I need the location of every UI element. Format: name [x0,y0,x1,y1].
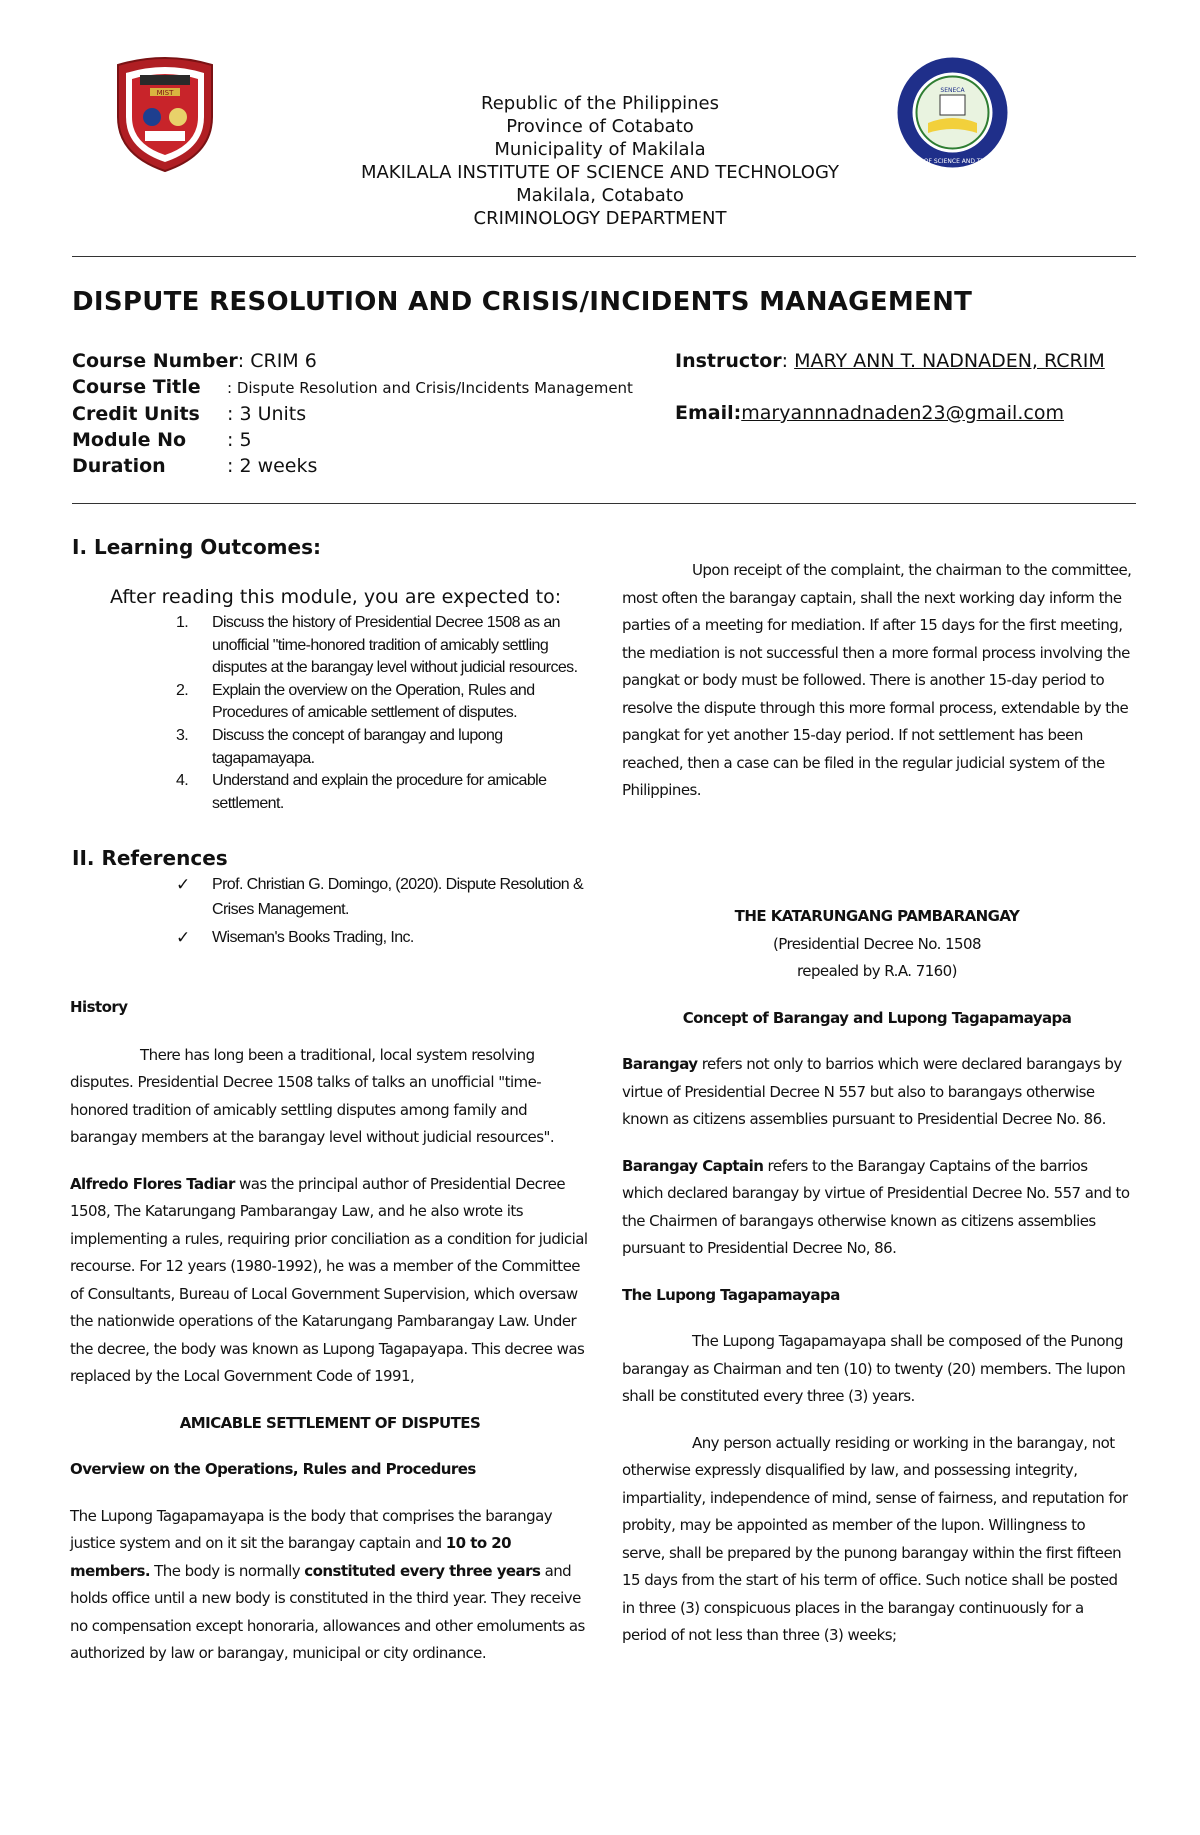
header-line-republic: Republic of the Philippines [481,93,719,114]
barangay-definition: Barangay refers not only to barrios which were declared barangays by virtue of Presidential Decree N 557 but also to barangays otherwise known as citizens assemblies pursuant to Presidential Decree No. 86. [622,1055,1122,1128]
email-link[interactable]: maryannnadnaden23@gmail.com [741,402,1064,424]
pd-line-2: repealed by R.A. 7160) [797,962,957,980]
right-top-column [622,557,1132,824]
course-number-row [72,348,633,374]
overview-paragraph: The Lupong Tagapamayapa is the body that comprises the barangay justice system and on it sit the barangay captain and 10 to 20 members. The body is normally constituted every three years and holds office until a new body is constituted in the third year. They receive no compensation except honoraria, allowances and other emoluments as authorized by law or barangay, municipal or city ordinance. [70,1506,585,1662]
duration-row [72,453,633,479]
header-line-department: CRIMINOLOGY DEPARTMENT [473,208,727,229]
history-paragraph-2: Alfredo Flores Tadiar was the principal author of Presidential Decree 1508, The Katarungang Pambarangay Law, and he also wrote its implementing a rules, requiring prior conciliation as a condition for judicial recourse. For 12 years (1980-1992), he was a member of the Committee of Consultants, Bureau of Local Government Supervision, which oversaw the nationwide operations of the Katarungang Pambarangay Law. Under the decree, the body was known as Lupong Tagapayapa. This decree was replaced by the Local Government Code of 1991, [70,1174,588,1385]
concept-heading: Concept of Barangay and Lupong Tagapamayapa [682,1008,1072,1027]
header-line-institute: MAKILALA INSTITUTE OF SCIENCE AND TECHNOLOGY [360,162,840,183]
references-heading: II. References [72,846,228,870]
logo-left-text: MIST [156,89,174,97]
right-body-column [622,903,1132,1669]
pd-line-1: (Presidential Decree No. 1508 [772,934,982,953]
katarungang-heading: THE KATARUNGANG PAMBARANGAY [734,907,1020,925]
course-title-value: : Dispute Resolution and Crisis/Incidents Management [227,379,633,397]
info-divider [72,503,1136,504]
amicable-settlement-heading: AMICABLE SETTLEMENT OF DISPUTES [179,1413,481,1432]
module-no-label: Module No [72,429,187,451]
module-no-row [72,427,633,453]
author-name: Alfredo Flores Tadiar [70,1174,235,1193]
duration-label: Duration [72,455,166,477]
checkmark-icon: ✓ [176,928,190,947]
course-number-label: Course Number [72,350,238,372]
barangay-captain-definition: Barangay Captain refers to the Barangay Captains of the barrios which declared barangay by virtue of Presidential Decree No. 557 and to the Chairmen of barangays otherwise known as citizens assemblies pursuant to Presidential Decree No, 86. [622,1156,1130,1257]
instructor-info-block [675,348,1105,426]
duration-value: : 2 weeks [227,455,318,477]
instructor-colon: : [781,350,795,372]
learning-outcomes-heading: I. Learning Outcomes: [72,535,321,559]
instructor-row [675,348,1105,374]
learning-outcomes-intro: After reading this module, you are expected to: [110,586,562,608]
logo-right-center-text: SENECA [940,87,965,94]
lupong-heading: The Lupong Tagapamayapa [622,1285,840,1304]
complaint-procedure-paragraph: Upon receipt of the complaint, the chairman to the committee, most often the barangay captain, shall the next working day inform the parties of a meeting for mediation. If after 15 days for the first meeting, the mediation is not successful then a more formal process involving the pangkat or body must be followed. There is another 15-day period to resolve the dispute through this more formal process, extendable by the pangkat for yet another 15-day period. If not settlement has been reached, then a case can be filed in the regular judicial system of the Philippines. [622,561,1132,799]
references-list [170,872,590,953]
email-label: Email: [675,402,742,424]
document-header [240,92,960,230]
header-line-municipality: Municipality of Makilala [494,139,706,160]
document-title: DISPUTE RESOLUTION AND CRISIS/INCIDENTS MANAGEMENT [72,287,973,317]
credit-units-row [72,401,633,427]
left-body-column [70,994,590,1687]
logo-right-ring-text: MAKILALA INSTITUTE OF SCIENCE AND TECHNOLOGY • 2014 • [858,158,1047,165]
history-heading: History [70,998,128,1016]
overview-heading: Overview on the Operations, Rules and Procedures [70,1460,476,1478]
instructor-name: MARY ANN T. NADNADEN, RCRIM [794,350,1105,372]
credit-units-label: Credit Units [72,403,200,425]
header-line-address: Makilala, Cotabato [516,185,684,206]
header-divider [72,256,1136,257]
header-line-province: Province of Cotabato [506,116,694,137]
learning-outcomes-list [170,612,590,815]
list-item: ✓ Prof. Christian G. Domingo, (2020). Dispute Resolution & Crises Management. [170,872,590,922]
course-info-block [72,348,633,479]
checkmark-icon: ✓ [176,875,190,894]
module-no-value: : 5 [227,429,252,451]
instructor-label: Instructor [675,350,782,372]
list-item: ✓ Wiseman's Books Trading, Inc. [170,925,590,950]
list-item: 4. Understand and explain the procedure for amicable settlement. [176,772,547,812]
lupong-paragraph-2: Any person actually residing or working in the barangay, not otherwise expressly disqualified by law, and possessing integrity, impartiality, independence of mind, sense of fairness, and reputation for probity, may be appointed as member of the lupon. Willingness to serve, shall be prepared by the punong barangay within the first fifteen 15 days from the start of his term of office. Such notice shall be posted in three (3) conspicuous places in the barangay continuously for a period of not less than three (3) weeks; [622,1433,1128,1644]
credit-units-value: : 3 Units [227,403,307,425]
list-item: 1. Discuss the history of Presidential Decree 1508 as an unofficial "time-honored tradition of amicably settling disputes at the barangay level without judicial resources. [176,614,578,677]
course-title-label: Course Title [72,376,201,398]
lupong-paragraph-1: The Lupong Tagapamayapa shall be composed of the Punong barangay as Chairman and ten (10) to twenty (20) members. The lupon shall be constituted every three (3) years. [622,1332,1126,1405]
history-paragraph-1: There has long been a traditional, local system resolving disputes. Presidential Decree 1508 talks of talks an unofficial "time-honored tradition of amicably settling disputes among family and barangay members at the barangay level without judicial resources". [70,1045,555,1146]
course-title-row [72,374,633,401]
course-number-value: : CRIM 6 [237,350,317,372]
school-seal-left-logo [110,55,220,175]
list-item: 3. Discuss the concept of barangay and lupong tagapamayapa. [176,726,503,767]
list-item: 2. Explain the overview on the Operation, Rules and Procedures of amicable settlement of disputes. [176,681,535,722]
email-row [675,400,1105,426]
